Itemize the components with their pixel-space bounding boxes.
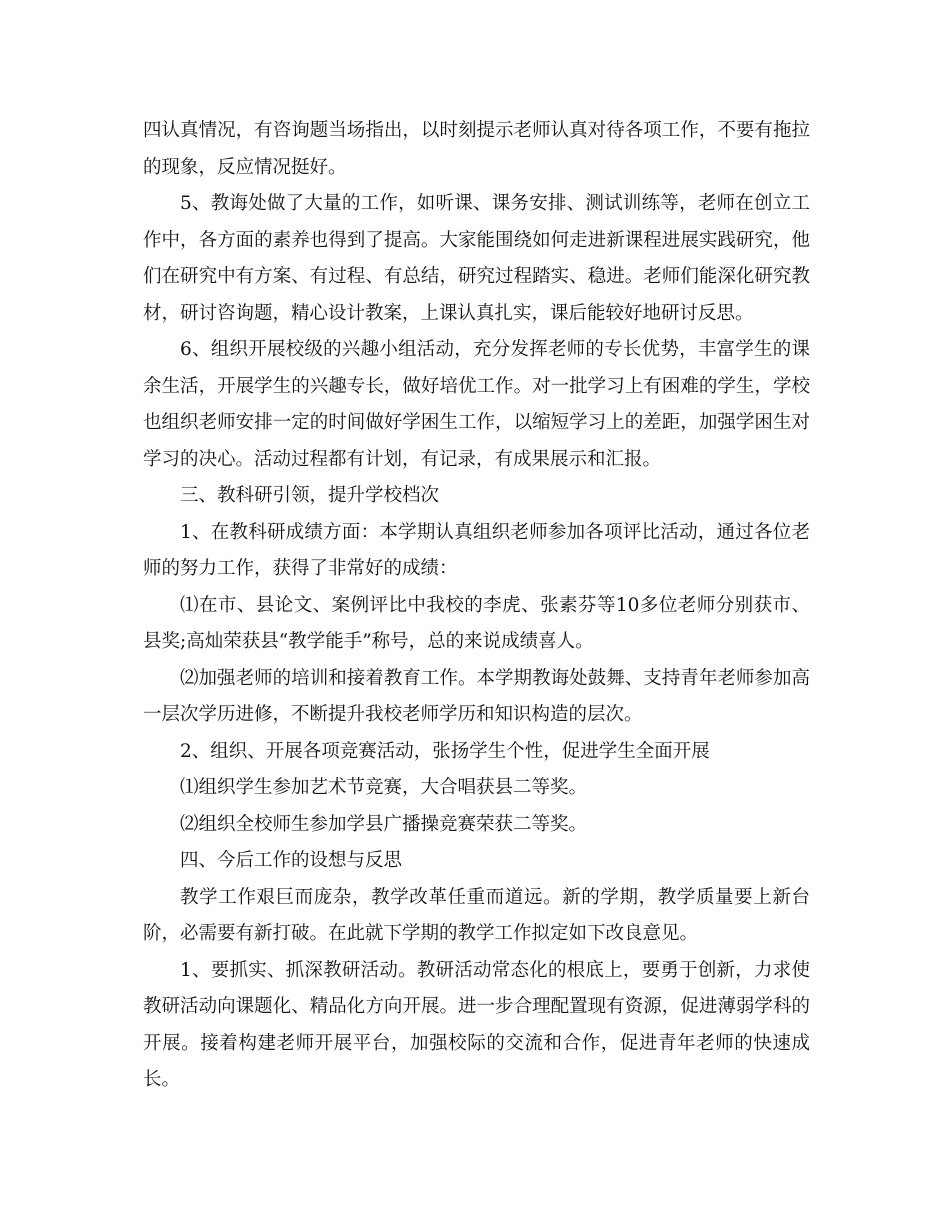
paragraph-teaching-research: 1、要抓实、抓深教研活动。教研活动常态化的根底上，要勇于创新，力求使教研活动向课题化、精品化方向开展。进一步合理配置现有资源，促进薄弱学科的开展。接着构建老师开展平台，加强校际的交流和合作，促进青年老师的快速成长。 xyxy=(143,959,810,1090)
sub-item-broadcast-exercise: ⑵组织全校师生参加学县广播操竞赛荣获二等奖。 xyxy=(180,813,588,835)
paragraph-research-results: 1、在教科研成绩方面：本学期认真组织老师参加各项评比活动，通过各位老师的努力工作，获得了非常好的成绩： xyxy=(143,521,810,579)
paragraph-competitions: 2、组织、开展各项竞赛活动，张扬学生个性，促进学生全面开展 xyxy=(180,740,710,762)
sub-item-art-festival: ⑴组织学生参加艺术节竞赛，大合唱获县二等奖。 xyxy=(180,777,588,798)
sub-item-training: ⑵加强老师的培训和接着教育工作。本学期教诲处鼓舞、支持青年老师参加高一层次学历进修，不断提升我校老师学历和知识构造的层次。 xyxy=(143,667,810,725)
paragraph-item-5: 5、教诲处做了大量的工作，如听课、课务安排、测试训练等，老师在创立工作中，各方面的素养也得到了提高。大家能围绕如何走进新课程进展实践研究，他们在研究中有方案、有过程、有总结，研究过程踏实、稳进。老师们能深化研究教材，研讨咨询题，精心设计教案，上课认真扎实，课后能较好地研讨反思。 xyxy=(143,193,810,324)
paragraph-continuation: 四认真情况，有咨询题当场指出，以时刻提示老师认真对待各项工作，不要有拖拉的现象，反应情况挺好。 xyxy=(143,120,810,178)
document-body xyxy=(143,113,810,1099)
paragraph-outlook: 教学工作艰巨而庞杂，教学改革任重而道远。新的学期，教学质量要上新台阶，必需要有新打破。在此就下学期的教学工作拟定如下改良意见。 xyxy=(143,886,810,944)
section-heading-3: 三、教科研引领，提升学校档次 xyxy=(180,485,440,506)
paragraph-item-6: 6、组织开展校级的兴趣小组活动，充分发挥老师的专长优势，丰富学生的课余生活，开展学生的兴趣专长，做好培优工作。对一批学习上有困难的学生，学校也组织老师安排一定的时间做好学困生工作，以缩短学习上的差距，加强学困生对学习的决心。活动过程都有计划，有记录，有成果展示和汇报。 xyxy=(143,339,810,470)
sub-item-awards: ⑴在市、县论文、案例评比中我校的李虎、张素芬等10多位老师分别获市、县奖;高灿荣获县“教学能手”称号，总的来说成绩喜人。 xyxy=(143,594,810,652)
section-heading-4: 四、今后工作的设想与反思 xyxy=(180,850,403,871)
